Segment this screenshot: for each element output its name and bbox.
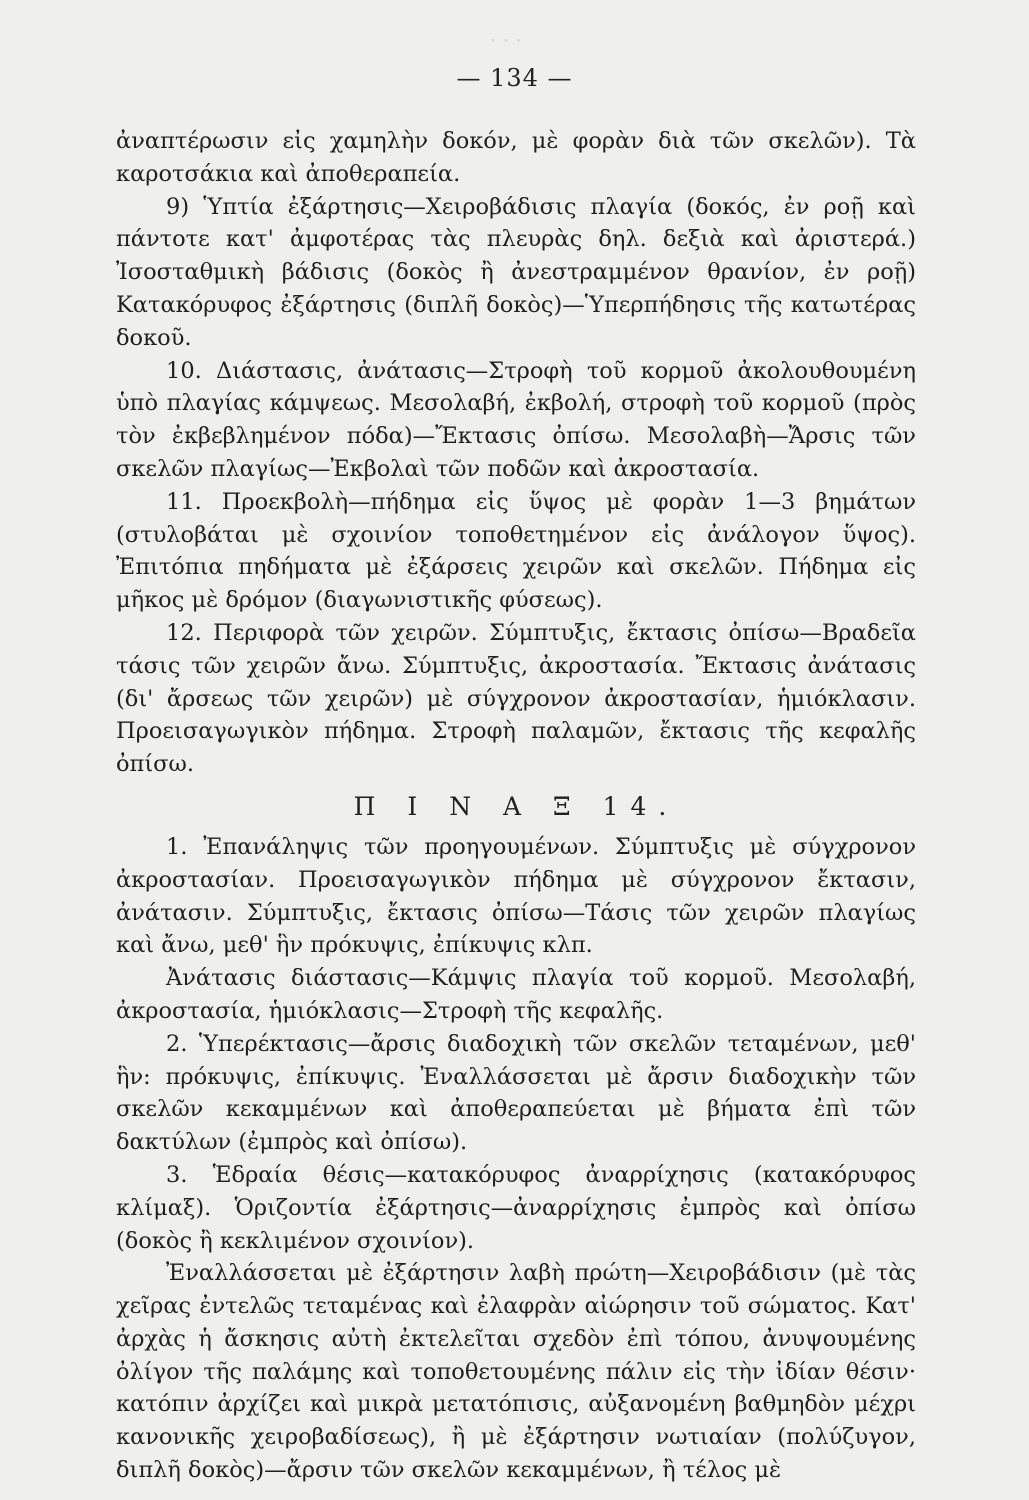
paragraph: 10. Διάστασις, ἀνάτασις—Στροφὴ τοῦ κορμοῦ ἀκολουθουμένη ὑπὸ πλαγίας κάμψεως. Μεσολαβή, ἐκβολή, στροφὴ τοῦ κορμοῦ (πρὸς τὸν ἐκβεβλημένον πόδα)—Ἔκτασις ὀπίσω. Μεσολαβὴ—Ἄρσις τῶν σκελῶν πλαγίως—Ἐκβολαὶ τῶν ποδῶν καὶ ἀκροστασία.	[116, 357, 916, 482]
paragraph: 1. Ἐπανάληψις τῶν προηγουμένων. Σύμπτυξις μὲ σύγχρονον ἀκροστασίαν. Προεισαγωγικὸν πήδημα μὲ σύγχρονον ἔκτασιν, ἀνάτασιν. Σύμπτυξις, ἔκτασις ὀπίσω—Τάσις τῶν χειρῶν πλαγίως καὶ ἄνω, μεθ' ἣν πρόκυψις, ἐπίκυψις κλπ.	[116, 833, 916, 959]
page-number: — 134 —	[456, 64, 573, 92]
section-heading: Π Ι Ν Α Ξ 14.	[353, 791, 679, 821]
paragraph: Ἐναλλάσσεται μὲ ἐξάρτησιν λαβὴ πρώτη—Χειροβάδισιν (μὲ τὰς χεῖρας ἐντελῶς τεταμένας καὶ ἐλαφρὰν αἰώρησιν τοῦ σώματος. Κατ' ἀρχὰς ἡ ἄσκησις αὐτὴ ἐκτελεῖται σχεδὸν ἐπὶ τόπου, ἀνυψουμένης ὀλίγον τῆς παλάμης καὶ τοποθετουμένης πάλιν εἰς τὴν ἰδίαν θέσιν· κατόπιν ἀρχίζει καὶ μικρὰ μετατόπισις, αὐξανομένη βαθμηδὸν μέχρι κανονικῆς χειροβαδίσεως), ἢ μὲ ἐξάρτησιν νωτιαίαν (πολύζυγον, διπλῆ δοκὸς)—ἄρσιν τῶν σκελῶν κεκαμμένων, ἢ τέλος μὲ	[116, 1260, 916, 1484]
bleed-through-text: · · ·	[490, 28, 522, 52]
paragraph: ἀναπτέρωσιν εἰς χαμηλὴν δοκόν, μὲ φορὰν διὰ τῶν σκελῶν). Τὰ καροτσάκια καὶ ἀποθεραπεία.	[116, 128, 916, 187]
paragraph: 9) Ὑπτία ἐξάρτησις—Χειροβάδισις πλαγία (δοκός, ἐν ροῇ καὶ πάντοτε κατ' ἀμφοτέρας τὰς πλευρὰς δηλ. δεξιὰ καὶ ἀριστερά.) Ἰσοσταθμικὴ βάδισις (δοκὸς ἢ ἀνεστραμμένον θρανίον, ἐν ροῇ) Κατακόρυφος ἐξάρτησις (διπλῆ δοκὸς)—Ὑπερπήδησις τῆς κατωτέρας δοκοῦ.	[116, 193, 916, 351]
paragraph: 12. Περιφορὰ τῶν χειρῶν. Σύμπτυξις, ἔκτασις ὀπίσω—Βραδεῖα τάσις τῶν χειρῶν ἄνω. Σύμπτυξις, ἀκροστασία. Ἔκτασις ἀνάτασις (δι' ἄρσεως τῶν χειρῶν) μὲ σύγχρονον ἀκροστασίαν, ἡμιόκλασιν. Προεισαγωγικὸν πήδημα. Στροφὴ παλαμῶν, ἔκτασις τῆς κεφαλῆς ὀπίσω.	[116, 619, 916, 778]
paragraph: 2. Ὑπερέκτασις—ἄρσις διαδοχικὴ τῶν σκελῶν τεταμένων, μεθ' ἣν: πρόκυψις, ἐπίκυψις. Ἐναλλάσσεται μὲ ἄρσιν διαδοχικὴν τῶν σκελῶν κεκαμμένων καὶ ἀποθεραπεύεται μὲ βήματα ἐπὶ τῶν δακτύλων (ἐμπρὸς καὶ ὀπίσω).	[116, 1030, 916, 1156]
paragraph: Ἀνάτασις διάστασις—Κάμψις πλαγία τοῦ κορμοῦ. Μεσολαβή, ἀκροστασία, ἡμιόκλασις—Στροφὴ τῆς κεφαλῆς.	[116, 965, 916, 1024]
paragraph: 3. Ἑδραία θέσις—κατακόρυφος ἀναρρίχησις (κατακόρυφος κλίμαξ). Ὁριζοντία ἐξάρτησις—ἀναρρίχησις ἐμπρὸς καὶ ὀπίσω (δοκὸς ἢ κεκλιμένον σχοινίον).	[116, 1161, 916, 1254]
body-text	[116, 125, 916, 1487]
paragraph: 11. Προεκβολὴ—πήδημα εἰς ὕψος μὲ φορὰν 1—3 βημάτων (στυλοβάται μὲ σχοινίον τοποθετημένον εἰς ἀνάλογον ὕψος). Ἐπιτόπια πηδήματα μὲ ἐξάρσεις χειρῶν καὶ σκελῶν. Πήδημα εἰς μῆκος μὲ δρόμον (διαγωνιστικῆς φύσεως).	[116, 488, 916, 614]
